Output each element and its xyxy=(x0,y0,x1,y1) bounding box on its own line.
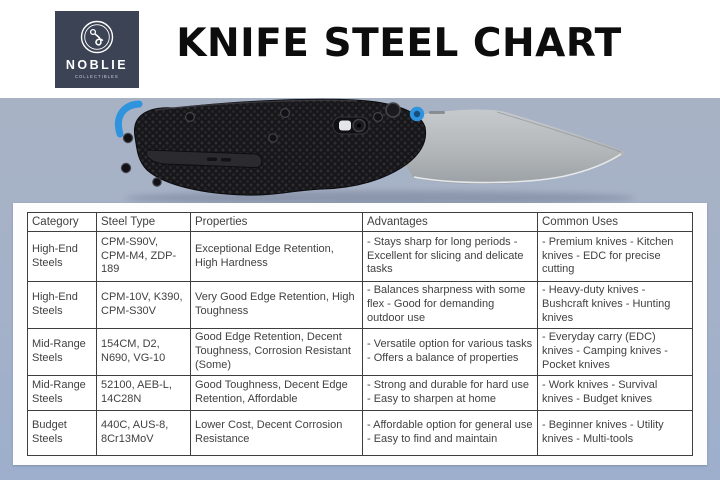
cell-advantages: - Affordable option for general use - Easy to find and maintain xyxy=(363,411,538,456)
cell-steel-type: CPM-10V, K390, CPM-S30V xyxy=(97,282,191,329)
cell-steel-type: 52100, AEB-L, 14C28N xyxy=(97,376,191,411)
cell-properties: Good Edge Retention, Decent Toughness, Corrosion Resistant (Some) xyxy=(191,329,363,376)
table-row xyxy=(28,282,693,329)
cell-properties: Very Good Edge Retention, High Toughness xyxy=(191,282,363,329)
table-row xyxy=(28,376,693,411)
steel-table-panel xyxy=(13,203,707,465)
cell-properties: Exceptional Edge Retention, High Hardness xyxy=(191,232,363,282)
knife-image xyxy=(95,92,655,210)
col-header-advantages: Advantages xyxy=(363,213,538,232)
cell-category: Mid-Range Steels xyxy=(28,329,97,376)
logo-brand-name: NOBLIE xyxy=(65,58,129,72)
cell-advantages: - Strong and durable for hard use - Easy to sharpen at home xyxy=(363,376,538,411)
cell-advantages: - Versatile option for various tasks - Offers a balance of properties xyxy=(363,329,538,376)
logo-emblem-icon xyxy=(79,19,115,55)
logo-tagline: COLLECTIBLES xyxy=(75,74,119,80)
cell-steel-type: 440C, AUS-8, 8Cr13MoV xyxy=(97,411,191,456)
cell-common-uses: - Premium knives - Kitchen knives - EDC for precise cutting xyxy=(538,232,693,282)
cell-common-uses: - Work knives - Survival knives - Budget knives xyxy=(538,376,693,411)
cell-category: High-End Steels xyxy=(28,232,97,282)
page-title: KNIFE STEEL CHART xyxy=(176,21,622,66)
pivot-screw xyxy=(386,103,400,117)
cell-category: High-End Steels xyxy=(28,282,97,329)
cell-common-uses: - Everyday carry (EDC) knives - Camping knives - Pocket knives xyxy=(538,329,693,376)
cell-properties: Good Toughness, Decent Edge Retention, Affordable xyxy=(191,376,363,411)
table-row xyxy=(28,232,693,282)
cell-common-uses: - Heavy-duty knives - Bushcraft knives - Hunting knives xyxy=(538,282,693,329)
cell-common-uses: - Beginner knives - Utility knives - Multi-tools xyxy=(538,411,693,456)
cell-advantages: - Stays sharp for long periods - Excellent for slicing and delicate tasks xyxy=(363,232,538,282)
col-header-category: Category xyxy=(28,213,97,232)
col-header-common-uses: Common Uses xyxy=(538,213,693,232)
header xyxy=(0,0,720,98)
table-row xyxy=(28,329,693,376)
cell-steel-type: CPM-S90V, CPM-M4, ZDP-189 xyxy=(97,232,191,282)
cell-advantages: - Balances sharpness with some flex - Good for demanding outdoor use xyxy=(363,282,538,329)
noblie-logo xyxy=(55,11,139,88)
cell-steel-type: 154CM, D2, N690, VG-10 xyxy=(97,329,191,376)
steel-table xyxy=(27,212,693,456)
table-header-row xyxy=(28,213,693,232)
col-header-steel-type: Steel Type xyxy=(97,213,191,232)
cell-category: Mid-Range Steels xyxy=(28,376,97,411)
table-row xyxy=(28,411,693,456)
cell-properties: Lower Cost, Decent Corrosion Resistance xyxy=(191,411,363,456)
knife-blade xyxy=(395,110,625,184)
cell-category: Budget Steels xyxy=(28,411,97,456)
col-header-properties: Properties xyxy=(191,213,363,232)
